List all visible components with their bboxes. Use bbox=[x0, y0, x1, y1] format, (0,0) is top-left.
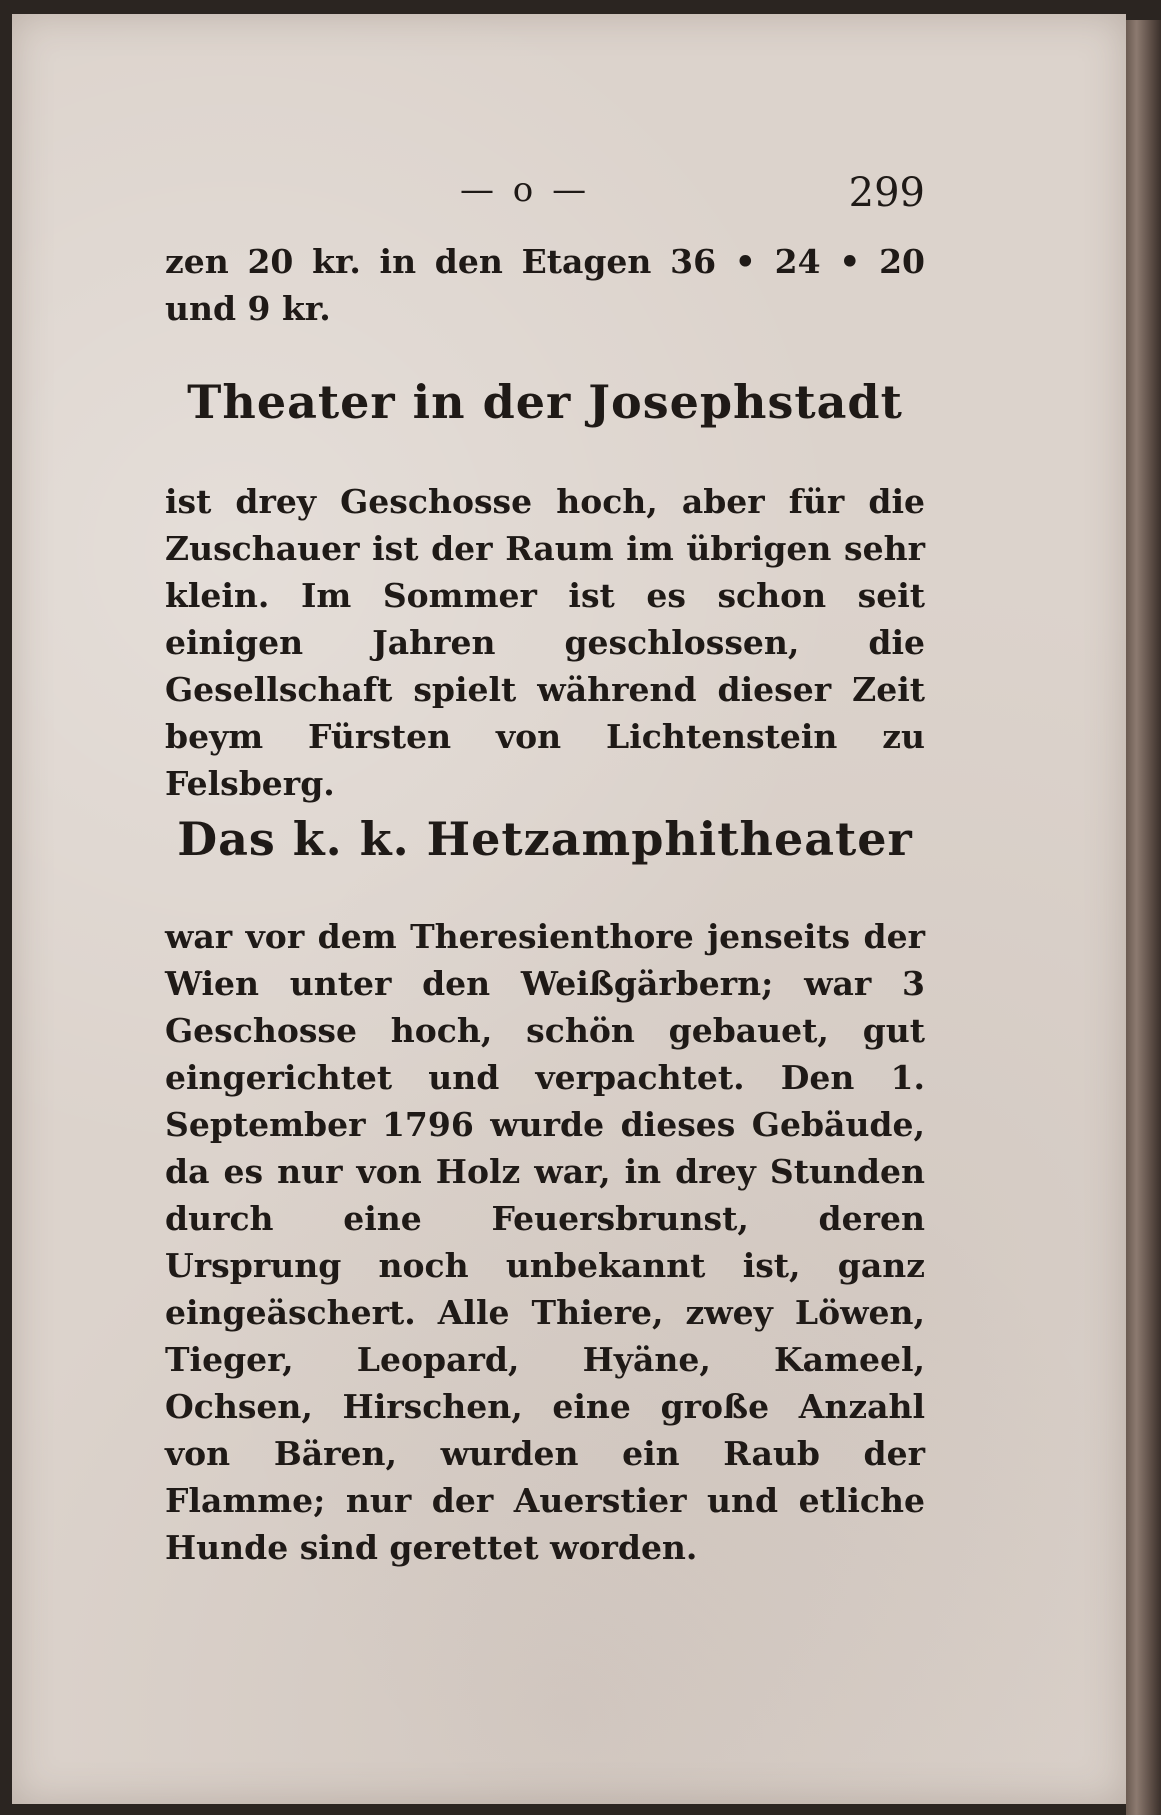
section-heading-hetzamphitheater: Das k. k. Hetzamphitheater bbox=[177, 812, 913, 866]
continued-paragraph-text: zen 20 kr. in den Etagen 36 • 24 • 20 und 9 kr. bbox=[165, 242, 925, 328]
header-ornament: — o — bbox=[460, 170, 591, 210]
page-number: 299 bbox=[848, 170, 925, 216]
section-body-hetzamphitheater bbox=[165, 913, 925, 1571]
section-body-josephstadt bbox=[165, 478, 925, 807]
continued-paragraph bbox=[165, 238, 925, 332]
book-edge bbox=[1126, 20, 1161, 1815]
running-header bbox=[150, 170, 925, 218]
section-body-josephstadt-text: ist drey Geschosse hoch, aber für die Zuschauer ist der Raum im übrigen sehr klein. Im Sommer ist es schon seit einigen Jahren geschlossen, die Gesellschaft spielt während dieser Zeit beym Fürsten von Lichtenstein zu Felsberg. bbox=[165, 482, 925, 803]
section-body-hetzamphitheater-text: war vor dem Theresienthore jenseits der Wien unter den Weißgärbern; war 3 Geschosse hoch, schön gebauet, gut eingerichtet und verpachtet. Den 1. September 1796 wurde dieses Gebäude, da es nur von Holz war, in drey Stunden durch eine Feuersbrunst, deren Ursprung noch unbekannt ist, ganz eingeäschert. Alle Thiere, zwey Löwen, Tieger, Leopard, Hyäne, Kameel, Ochsen, Hirschen, eine große Anzahl von Bären, wurden ein Raub der Flamme; nur der Auerstier und etliche Hunde sind gerettet worden. bbox=[165, 917, 925, 1567]
section-heading-josephstadt: Theater in der Josephstadt bbox=[187, 375, 903, 429]
